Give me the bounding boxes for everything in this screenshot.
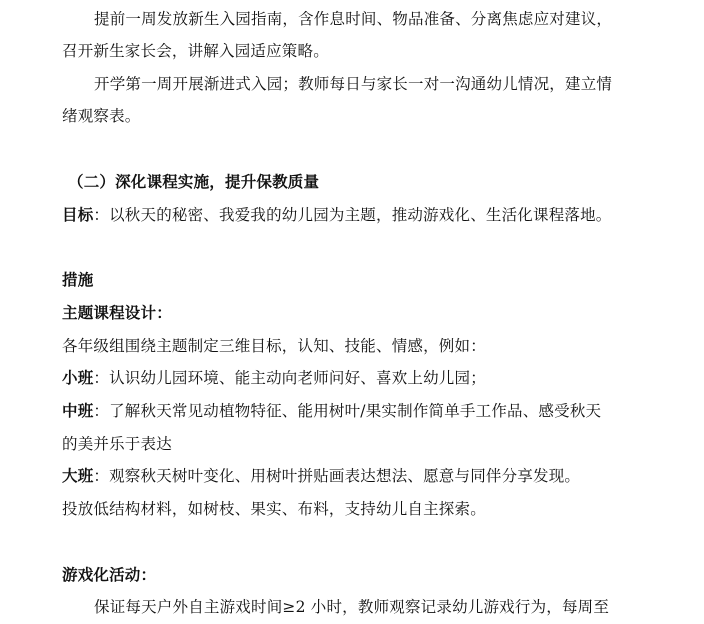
game-text: 保证每天户外自主游戏时间≥2 小时，教师观察记录幼儿游戏行为，每周至 (94, 598, 610, 616)
small-class-text: ：认识幼儿园环境、能主动向老师问好、喜欢上幼儿园； (93, 369, 486, 387)
middle-class-text: ：了解秋天常见动植物特征、能用树叶/果实制作简单手工作品、感受秋天 (93, 402, 602, 420)
materials-line: 投放低结构材料，如树枝、果实、布料，支持幼儿自主探索。 (62, 500, 486, 518)
theme-intro: 各年级组围绕主题制定三维目标，认知、技能、情感，例如： (62, 337, 486, 355)
middle-class-label: 中班 (62, 401, 94, 420)
big-class-line (62, 466, 692, 486)
goal-line (62, 205, 692, 225)
paragraph-line: 召开新生家长会，讲解入园适应策略。 (62, 42, 329, 60)
section-heading: （二）深化课程实施，提升保教质量 (68, 172, 320, 191)
paragraph-line: 开学第一周开展渐进式入园；教师每日与家长一对一沟通幼儿情况，建立情 (94, 75, 613, 93)
goal-label: 目标 (62, 205, 94, 224)
paragraph-line: 绪观察表。 (62, 107, 141, 125)
theme-design-heading: 主题课程设计： (62, 303, 172, 322)
big-class-label: 大班 (62, 466, 94, 485)
goal-text: ：以秋天的秘密、我爱我的幼儿园为主题，推动游戏化、生活化课程落地。 (93, 206, 612, 224)
paragraph-line: 提前一周发放新生入园指南，含作息时间、物品准备、分离焦虑应对建议， (94, 10, 613, 28)
middle-class-line-2: 的美并乐于表达 (62, 435, 172, 453)
big-class-text: ：观察秋天树叶变化、用树叶拼贴画表达想法、愿意与同伴分享发现。 (93, 467, 581, 485)
measures-heading: 措施 (62, 270, 94, 289)
small-class-line (62, 368, 692, 388)
small-class-label: 小班 (62, 368, 94, 387)
middle-class-line (62, 401, 692, 421)
game-heading: 游戏化活动： (62, 565, 157, 584)
